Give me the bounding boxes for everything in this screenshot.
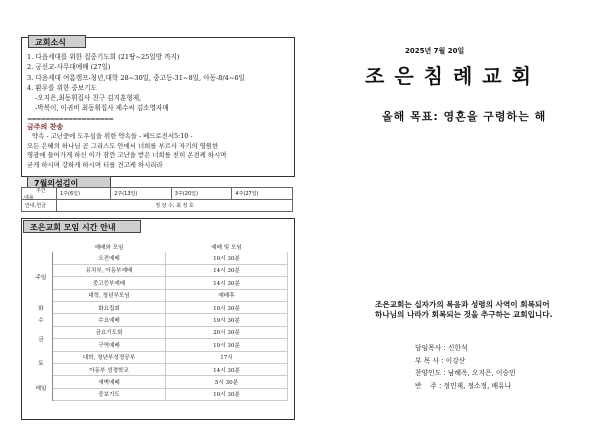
schedule-meeting: 화요집회 <box>53 301 166 313</box>
offering-names: 정 상 수, 최 정 호 <box>57 200 293 212</box>
schedule-meeting: 아동부 성경학교 <box>53 363 166 375</box>
staff-role: 담임목사 <box>415 344 442 352</box>
week-cell: 4주(27일) <box>232 188 293 200</box>
schedule-meeting: 오전예배 <box>53 252 166 264</box>
schedule-meeting: 수요예배 <box>53 314 166 326</box>
week-cell: 2주(13일) <box>111 188 172 200</box>
schedule-header-time: 예배 및 모임 <box>211 244 242 251</box>
schedule-day: 수 <box>30 314 53 326</box>
schedule-time: 14시 30분 <box>166 277 288 289</box>
vision-line: 조은교회는 십자가의 복음과 성령의 사역이 회복되어 <box>375 300 550 309</box>
schedule-time: 10시 30분 <box>166 301 288 313</box>
schedule-time: 5시 30분 <box>166 376 288 388</box>
staff-role: 부 목 사 <box>415 356 440 365</box>
schedule-header-meeting: 예배와 모임 <box>94 244 124 251</box>
schedule-time: 14시 30분 <box>166 363 288 375</box>
schedule-time: 예배후 <box>166 289 288 301</box>
schedule-title: 조은교회 모임 시간 안내 <box>23 220 141 233</box>
schedule-meeting: 중고등부예배 <box>53 277 166 289</box>
church-vision <box>375 300 575 320</box>
schedule-meeting: 새벽예배 <box>53 376 166 388</box>
schedule-meeting: 대학, 청년부모임 <box>53 289 166 301</box>
staff-names: 신한석 <box>447 344 468 352</box>
yearly-motto: 올해 목표: 영혼을 구령하는 해 <box>382 110 547 123</box>
offering-role-label: 안내,헌금 <box>22 200 57 212</box>
staff-names: 남혜옥, 오지은, 이승민 <box>447 369 516 377</box>
offering-row-label: 주간 <box>36 188 46 194</box>
schedule-day: 주일 <box>30 252 53 301</box>
schedule-day: 매일 <box>30 376 53 401</box>
schedule-day: 화 <box>30 301 53 313</box>
praise-line: 약속 - 고난중에 도우심을 위한 약속들 - 베드로전서5:10 - <box>32 132 193 140</box>
schedule-day: 금 <box>30 326 53 351</box>
schedule-time: 14시 30분 <box>166 264 288 276</box>
offering-row-sublabel: 내용 <box>24 195 34 201</box>
schedule-time: 17시 <box>166 351 288 363</box>
praise-line: 영광에 들어가게 하신 이가 잠깐 고난을 받은 너희를 친히 온전케 하시며 <box>27 151 227 159</box>
news-item: 1. 다음세대를 위한 집중기도회 (21땅~25일방 까지) <box>27 53 180 61</box>
schedule-day: 토 <box>30 351 53 376</box>
news-list <box>27 52 289 124</box>
week-cell: 1주(6일) <box>57 188 111 200</box>
church-name: 조은침례교회 <box>365 64 541 88</box>
offering-table <box>21 187 293 212</box>
praise-line: 모든 은혜의 하나님 곧 그리스도 안에서 너희를 부르사 자기의 영원한 <box>27 141 219 150</box>
news-item: -박복이, 이귀비 최동휘집사 제수씨 김소영자매 <box>35 104 169 113</box>
schedule-time: 20시 30분 <box>166 326 288 338</box>
staff-row: 반 주 : 정민재, 정소정, 배유나 <box>415 381 512 390</box>
schedule-table <box>30 241 288 401</box>
meeting-schedule-box <box>21 218 295 420</box>
praise-title: 금주의 찬송 <box>27 123 64 131</box>
schedule-time: 10시 30분 <box>166 252 288 264</box>
church-news-box <box>21 37 295 177</box>
staff-row: 담임목사 : 신한석 <box>415 344 468 352</box>
schedule-time: 10시 30분 <box>166 388 288 400</box>
schedule-meeting: 금요기도회 <box>53 326 166 338</box>
staff-role: 반 주 <box>415 381 437 390</box>
vision-line: 하나님의 나라가 회복되는 것을 추구하는 교회입니다. <box>375 310 553 319</box>
schedule-meeting: 중보기도 <box>53 388 166 400</box>
schedule-time: 10시 30분 <box>166 339 288 351</box>
staff-row: 찬양인도 : 남혜옥, 오지은, 이승민 <box>415 369 516 377</box>
news-item: -오지은,최동휘집사 친구 김지훈형제, <box>35 94 142 103</box>
schedule-time: 19시 30분 <box>166 314 288 326</box>
schedule-meeting: 구역예배 <box>53 339 166 351</box>
schedule-meeting: 대학, 청년부성경공부 <box>53 351 166 363</box>
news-item: 3. 다음세대 여름캠프-청년,대학 28~30일, 중고등-31~8일, 아동-8/4~6일 <box>27 73 245 82</box>
staff-list <box>415 342 516 392</box>
schedule-meeting: 유치부, 아동부예배 <box>53 264 166 276</box>
news-item: 4. 환우를 위한 중보기도 <box>27 83 97 92</box>
bulletin-date: 2025년 7월 20일 <box>405 47 465 55</box>
news-divider: =================== <box>27 114 113 123</box>
praise-body <box>27 132 289 170</box>
news-title: 교회소식 <box>28 35 86 48</box>
staff-names: 이강산 <box>445 356 466 365</box>
staff-names: 정민재, 정소정, 배유나 <box>443 381 512 390</box>
praise-line: 굳게 하시며 강하게 하시며 터를 견고케 하시리라 <box>27 160 163 169</box>
news-item: 2. 궁선교-사무대예배 (27일) <box>27 63 111 72</box>
staff-role: 찬양인도 <box>415 369 442 377</box>
staff-row: 부 목 사 : 이강산 <box>415 356 466 365</box>
offering-title: 7월의섬김이 <box>27 176 111 188</box>
week-cell: 3주(20일) <box>171 188 232 200</box>
